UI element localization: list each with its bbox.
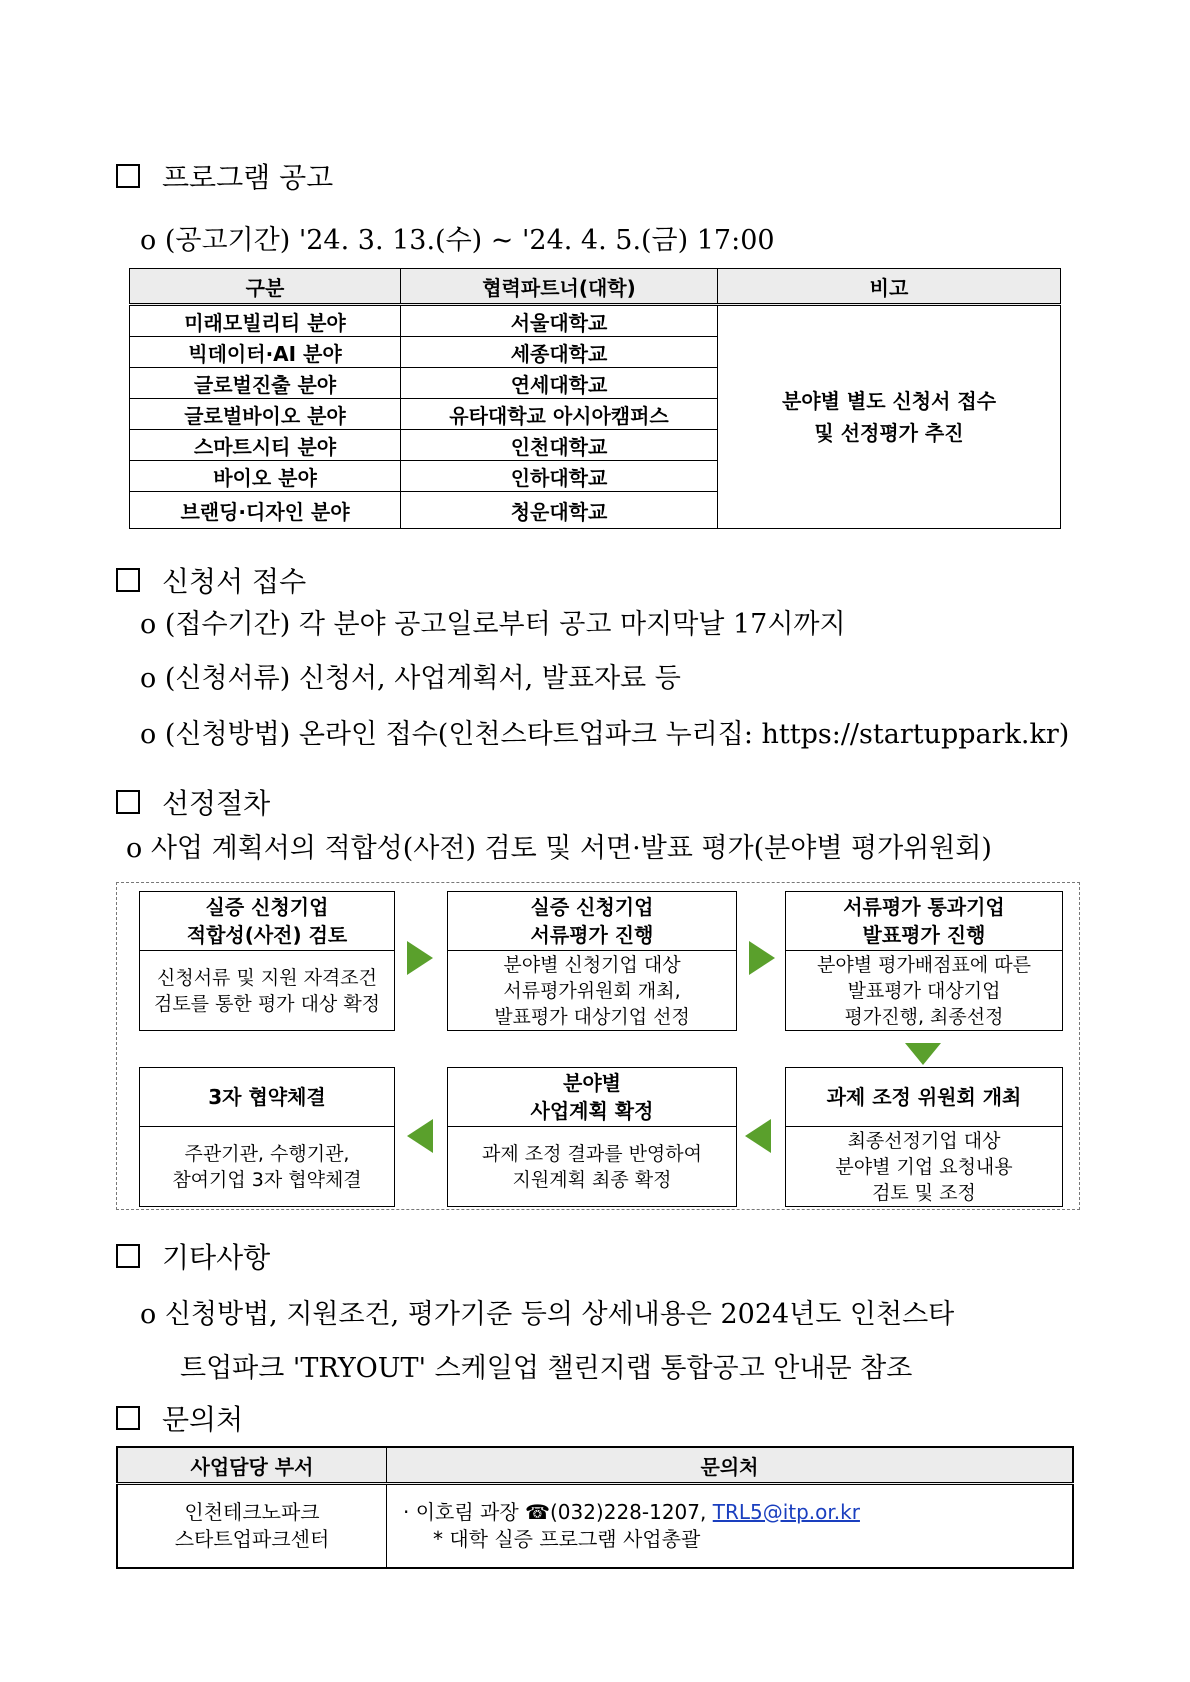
flow-step-4 xyxy=(785,1067,1063,1207)
contact-cell xyxy=(387,1484,1074,1569)
header-partner: 협력파트너(대학) xyxy=(401,269,718,305)
partner-cell: 세종대학교 xyxy=(401,337,718,368)
contact-note: * 대학 실증 프로그램 사업총괄 xyxy=(433,1527,701,1551)
etc-line-1: o 신청방법, 지원조건, 평가기준 등의 상세내용은 2024년도 인천스타 xyxy=(140,1299,955,1330)
section-title: 기타사항 xyxy=(162,1241,271,1274)
arrow-left-icon xyxy=(745,1119,771,1153)
checkbox-square-icon xyxy=(116,1244,140,1268)
category-cell: 바이오 분야 xyxy=(130,461,401,492)
arrow-right-icon xyxy=(749,941,775,975)
flow-step-6 xyxy=(139,1067,395,1207)
partner-cell: 연세대학교 xyxy=(401,368,718,399)
contact-person: · 이호림 과장 ☎(032)228-1207, xyxy=(403,1500,713,1524)
step-body-line: 분야별 신청기업 대상 xyxy=(503,954,681,976)
step-body-line: 최종선정기업 대상 xyxy=(847,1130,1001,1152)
header-note: 비고 xyxy=(718,269,1061,305)
step-body-line: 검토를 통한 평가 대상 확정 xyxy=(153,993,381,1015)
partner-cell: 인하대학교 xyxy=(401,461,718,492)
table-row xyxy=(130,305,1061,337)
step-body-line: 지원계획 최종 확정 xyxy=(512,1169,672,1191)
step-body-line: 검토 및 조정 xyxy=(872,1182,976,1204)
category-cell: 브랜딩·디자인 분야 xyxy=(130,492,401,529)
note-line: 및 선정평가 추진 xyxy=(814,421,964,445)
step-body-line: 평가진행, 최종선정 xyxy=(844,1006,1004,1028)
step-body-line: 분야별 평가배점표에 따른 xyxy=(817,954,1031,976)
etc-line-2: 트업파크 'TRYOUT' 스케일업 챌린지랩 통합공고 안내문 참조 xyxy=(180,1353,913,1384)
flow-step-1 xyxy=(139,891,395,1031)
step-header-line: 과제 조정 위원회 개최 xyxy=(826,1085,1022,1109)
application-period-line: o (접수기간) 각 분야 공고일로부터 공고 마지막날 17시까지 xyxy=(140,609,846,640)
category-cell: 미래모빌리티 분야 xyxy=(130,305,401,337)
note-cell xyxy=(718,305,1061,529)
table-row xyxy=(117,1484,1073,1569)
flow-step-3 xyxy=(785,891,1063,1031)
step-body-line: 발표평가 대상기업 xyxy=(847,980,1001,1002)
flow-step-2 xyxy=(447,891,737,1031)
notice-period-line: o (공고기간) '24. 3. 13.(수) ~ '24. 4. 5.(금) 17:00 xyxy=(140,225,775,256)
partner-cell: 유타대학교 아시아캠퍼스 xyxy=(401,399,718,430)
section-heading-program xyxy=(116,156,333,196)
contact-table xyxy=(116,1446,1074,1569)
step-header xyxy=(448,1068,736,1127)
partner-cell: 인천대학교 xyxy=(401,430,718,461)
section-title: 문의처 xyxy=(162,1403,244,1436)
flow-step-5 xyxy=(447,1067,737,1207)
department-line: 스타트업파크센터 xyxy=(174,1527,330,1551)
checkbox-square-icon xyxy=(116,164,140,188)
step-header-line: 실증 신청기업 xyxy=(530,895,654,919)
step-body-line: 신청서류 및 지원 자격조건 xyxy=(156,967,377,989)
header-category: 구분 xyxy=(130,269,401,305)
step-header xyxy=(140,1068,394,1127)
step-header-line: 분야별 xyxy=(563,1071,621,1095)
step-body-line: 과제 조정 결과를 반영하여 xyxy=(481,1143,702,1165)
step-body xyxy=(448,951,736,1031)
step-body xyxy=(140,951,394,1031)
step-body-line: 분야별 기업 요청내용 xyxy=(835,1156,1013,1178)
step-header xyxy=(140,892,394,951)
email-link[interactable]: TRL5@itp.or.kr xyxy=(712,1500,860,1524)
section-heading-selection xyxy=(116,782,270,822)
step-header-line: 실증 신청기업 xyxy=(205,895,329,919)
header-department: 사업담당 부서 xyxy=(117,1447,387,1484)
note-line: 분야별 별도 신청서 접수 xyxy=(781,389,997,413)
step-header-line: 적합성(사전) 검토 xyxy=(186,923,348,947)
step-header-line: 3자 협약체결 xyxy=(208,1085,326,1109)
arrow-left-icon xyxy=(407,1119,433,1153)
step-body-line: 참여기업 3자 협약체결 xyxy=(172,1169,362,1191)
partner-table xyxy=(129,268,1061,529)
department-line: 인천테크노파크 xyxy=(184,1500,320,1524)
step-body xyxy=(448,1127,736,1207)
contact-line xyxy=(403,1499,1072,1526)
selection-desc-line: o 사업 계획서의 적합성(사전) 검토 및 서면·발표 평가(분야별 평가위원회) xyxy=(126,833,992,864)
step-body xyxy=(786,951,1062,1031)
arrow-down-icon xyxy=(905,1043,941,1065)
arrow-right-icon xyxy=(407,941,433,975)
step-header-line: 사업계획 확정 xyxy=(530,1099,654,1123)
section-heading-application xyxy=(116,560,306,600)
section-title: 선정절차 xyxy=(162,787,271,820)
checkbox-square-icon xyxy=(116,790,140,814)
step-body xyxy=(786,1127,1062,1207)
step-body-line: 주관기관, 수행기관, xyxy=(184,1143,350,1165)
step-body xyxy=(140,1127,394,1207)
department-cell xyxy=(117,1484,387,1569)
section-heading-contact xyxy=(116,1398,243,1438)
step-header xyxy=(786,1068,1062,1127)
category-cell: 글로벌진출 분야 xyxy=(130,368,401,399)
application-method-line: o (신청방법) 온라인 접수(인천스타트업파크 누리집: https://startuppark.kr) xyxy=(140,719,1070,750)
checkbox-square-icon xyxy=(116,568,140,592)
category-cell: 스마트시티 분야 xyxy=(130,430,401,461)
header-contact: 문의처 xyxy=(387,1447,1074,1484)
partner-cell: 청운대학교 xyxy=(401,492,718,529)
application-documents-line: o (신청서류) 신청서, 사업계획서, 발표자료 등 xyxy=(140,663,681,694)
step-body-line: 서류평가위원회 개최, xyxy=(503,980,681,1002)
selection-flow-diagram xyxy=(116,882,1080,1210)
section-title: 신청서 접수 xyxy=(162,565,307,598)
step-body-line: 발표평가 대상기업 선정 xyxy=(494,1006,690,1028)
category-cell: 글로벌바이오 분야 xyxy=(130,399,401,430)
section-title: 프로그램 공고 xyxy=(162,161,334,194)
partner-cell: 서울대학교 xyxy=(401,305,718,337)
step-header-line: 서류평가 진행 xyxy=(530,923,654,947)
checkbox-square-icon xyxy=(116,1406,140,1430)
section-heading-etc xyxy=(116,1236,270,1276)
step-header-line: 서류평가 통과기업 xyxy=(843,895,1005,919)
step-header xyxy=(786,892,1062,951)
category-cell: 빅데이터·AI 분야 xyxy=(130,337,401,368)
step-header xyxy=(448,892,736,951)
step-header-line: 발표평가 진행 xyxy=(862,923,986,947)
